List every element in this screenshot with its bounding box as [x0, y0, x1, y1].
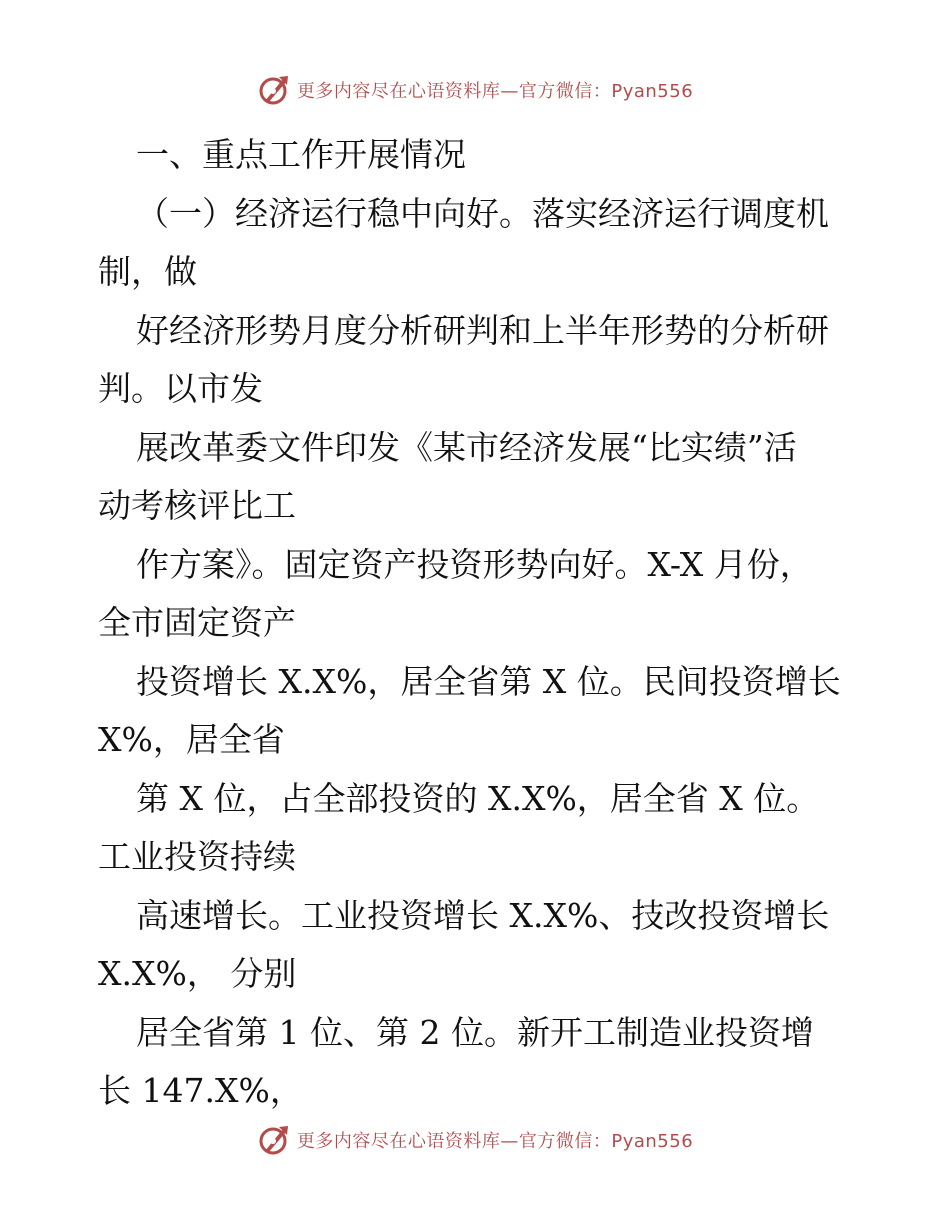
header-banner-text	[297, 77, 693, 103]
paragraph-line: 制，做	[98, 252, 197, 291]
header-banner-wechat-label: 官方微信：	[518, 81, 612, 102]
footer-banner	[0, 1120, 950, 1160]
paragraph-line: 全市固定资产	[98, 603, 296, 642]
footer-banner-wechat-label: 官方微信：	[518, 1131, 612, 1152]
footer-banner-text	[297, 1127, 693, 1153]
paragraph-line: 工业投资持续	[98, 837, 296, 876]
paragraph-line: 动考核评比工	[98, 486, 296, 525]
quill-pen-circle-icon	[257, 1123, 291, 1157]
quill-pen-circle-icon	[257, 73, 291, 107]
paragraph-line: 长 147.X%，	[98, 1071, 303, 1110]
footer-banner-title: 更多内容尽在心语资料库	[296, 1131, 501, 1152]
header-banner-title: 更多内容尽在心语资料库	[296, 81, 501, 102]
paragraph-line: 居全省第 1 位、第 2 位。新开工制造业投资增	[136, 1012, 814, 1052]
paragraph-line: 第 X 位，占全部投资的 X.X%，居全省 X 位。	[136, 778, 820, 818]
paragraph-line: （一）经济运行稳中向好。落实经济运行调度机	[136, 193, 829, 233]
footer-banner-wechat-id: Pyan556	[611, 1131, 694, 1152]
paragraph-line: 高速增长。工业投资增长 X.X%、技改投资增长	[136, 895, 830, 935]
footer-banner-separator: —	[500, 1131, 519, 1152]
document-body	[98, 126, 858, 1121]
paragraph-line: 判。以市发	[98, 369, 263, 408]
header-banner	[0, 70, 950, 110]
paragraph-line: X.X%， 分别	[98, 954, 297, 993]
section-heading: 一、重点工作开展情况	[136, 135, 466, 174]
paragraph-line: 展改革委文件印发《某市经济发展“比实绩”活	[136, 427, 797, 467]
paragraph-line: 投资增长 X.X%，居全省第 X 位。民间投资增长	[136, 661, 841, 701]
paragraph-line: X%，居全省	[98, 720, 285, 759]
header-banner-wechat-id: Pyan556	[611, 81, 694, 102]
header-banner-separator: —	[500, 81, 519, 102]
paragraph-line: 作方案》。固定资产投资形势向好。X-X 月份，	[136, 544, 813, 584]
paragraph-line: 好经济形势月度分析研判和上半年形势的分析研	[136, 310, 829, 350]
